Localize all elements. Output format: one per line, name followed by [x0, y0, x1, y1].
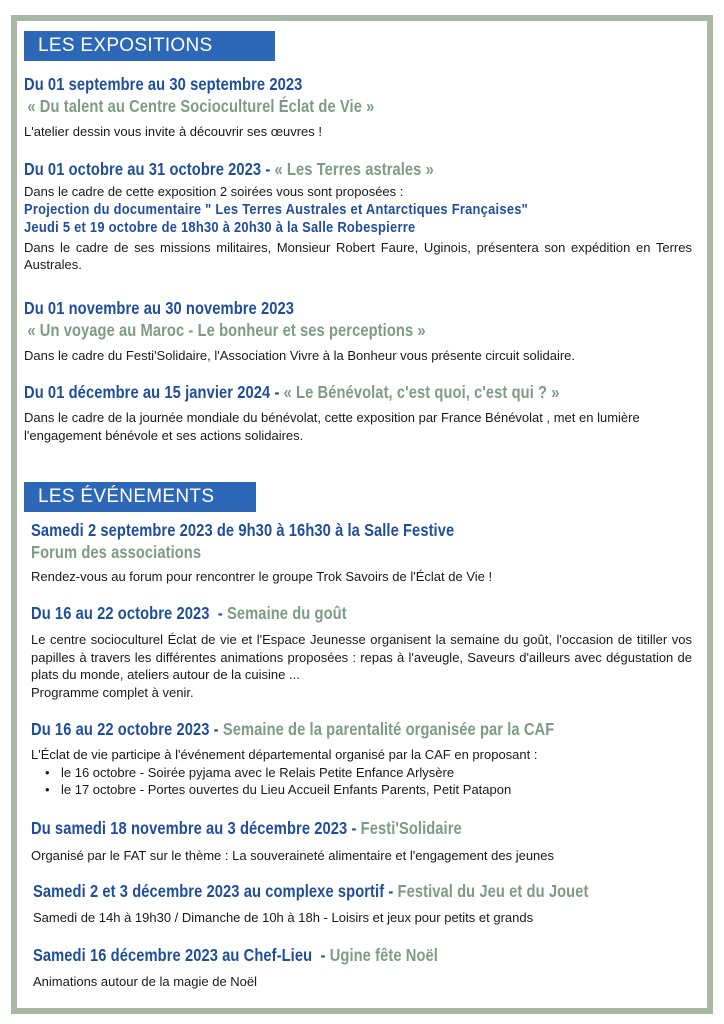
exposition-title: « Un voyage au Maroc - Le bonheur et ses perceptions »	[27, 320, 426, 340]
exposition-title: « Le Bénévolat, c'est quoi, c'est qui ? »	[283, 382, 560, 402]
event-title: Festival du Jeu et du Jouet	[397, 881, 589, 901]
event-description: Le centre socioculturel Éclat de vie et l'Espace Jeunesse organisent la semaine du goût, l'occasion de titiller vos papilles à travers les différentes animations proposées : repas à l'aveugle, Saveurs d'ailleurs avec dégustation de plats du monde, ateliers autour de la cuisine ...	[31, 632, 692, 682]
list-item-text: le 16 octobre - Soirée pyjama avec le Relais Petite Enfance Arlysère	[61, 764, 455, 780]
exposition-description: Dans le cadre du Festi'Solidaire, l'Association Vivre à la Bonheur vous présente circuit solidaire.	[24, 348, 576, 363]
exposition-item	[24, 73, 692, 141]
event-description: Rendez-vous au forum pour rencontrer le groupe Trok Savoirs de l'Éclat de Vie !	[31, 569, 493, 584]
event-item	[33, 944, 692, 991]
exposition-date: Du 01 décembre au 15 janvier 2024	[24, 382, 271, 402]
separator: -	[213, 719, 219, 739]
exposition-subtitle: Jeudi 5 et 19 octobre de 18h30 à 20h30 à la Salle Robespierre	[24, 218, 416, 236]
exposition-title: « Les Terres astrales »	[274, 159, 434, 179]
event-item	[31, 817, 692, 865]
separator: -	[320, 945, 326, 965]
event-heading	[33, 944, 587, 966]
separator: -	[217, 603, 223, 623]
event-bullet-list	[31, 764, 692, 799]
exposition-date: Du 01 septembre au 30 septembre 2023	[24, 74, 303, 94]
exposition-description: Dans le cadre de ses missions militaires, Monsieur Robert Faure, Uginois, présentera son expédition en Terres Australes.	[24, 239, 692, 272]
event-description: L'Éclat de vie participe à l'événement départemental organisé par la CAF en proposant :	[31, 747, 538, 762]
section-header-expositions: LES EXPOSITIONS	[24, 31, 275, 61]
event-title: Ugine fête Noël	[329, 945, 438, 965]
event-date: Du 16 au 22 octobre 2023	[31, 719, 210, 739]
separator: -	[351, 818, 357, 838]
exposition-description: Dans le cadre de la journée mondiale du bénévolat, cette exposition par France Bénévolat , met en lumière l'engagement bénévole et ses actions solidaires.	[24, 410, 640, 443]
event-title: Semaine du goût	[227, 603, 347, 623]
event-item	[31, 519, 692, 586]
event-item	[31, 718, 692, 799]
exposition-item	[24, 158, 692, 274]
event-description: Animations autour de la magie de Noël	[33, 974, 258, 989]
event-date: Samedi 2 septembre 2023 de 9h30 à 16h30 à la Salle Festive	[31, 520, 455, 540]
section-header-evenements: LES ÉVÉNEMENTS	[24, 482, 256, 512]
exposition-date: Du 01 octobre au 31 octobre 2023	[24, 159, 262, 179]
list-item	[45, 781, 692, 799]
event-date: Samedi 16 décembre 2023 au Chef-Lieu	[33, 945, 313, 965]
list-item-text: le 17 octobre - Portes ouvertes du Lieu Accueil Enfants Parents, Petit Patapon	[61, 782, 512, 797]
event-title: Festi'Solidaire	[360, 818, 462, 838]
exposition-intro: Dans le cadre de cette exposition 2 soirées vous sont proposées :	[24, 184, 404, 199]
event-item	[31, 602, 692, 701]
event-date: Du 16 au 22 octobre 2023	[31, 603, 210, 623]
event-date: Du samedi 18 novembre au 3 décembre 2023	[31, 818, 348, 838]
exposition-title: « Du talent au Centre Socioculturel Éclat de Vie »	[27, 96, 375, 116]
event-description-extra: Programme complet à venir.	[31, 684, 194, 700]
exposition-date: Du 01 novembre au 30 novembre 2023	[24, 298, 295, 318]
exposition-subtitle: Projection du documentaire " Les Terres Australes et Antarctiques Françaises"	[24, 200, 529, 218]
exposition-heading	[24, 158, 585, 180]
event-description: Organisé par le FAT sur le thème : La souveraineté alimentaire et l'engagement des jeunes	[31, 848, 555, 863]
event-date: Samedi 2 et 3 décembre 2023 au complexe sportif	[33, 881, 385, 901]
event-heading	[31, 602, 586, 624]
event-title: Forum des associations	[31, 542, 202, 562]
event-description: Samedi de 14h à 19h30 / Dimanche de 10h à 18h - Loisirs et jeux pour petits et grands	[33, 910, 534, 925]
separator: -	[388, 881, 394, 901]
separator: -	[265, 159, 271, 179]
exposition-item	[24, 297, 692, 365]
event-heading	[31, 718, 586, 740]
event-heading	[31, 817, 586, 839]
separator: -	[274, 382, 280, 402]
bullet-icon: •	[45, 764, 50, 780]
exposition-heading	[24, 381, 585, 403]
exposition-item	[24, 381, 692, 444]
list-item	[45, 764, 692, 782]
exposition-description: L'atelier dessin vous invite à découvrir ses œuvres !	[24, 124, 322, 139]
event-heading	[33, 880, 587, 902]
bullet-icon: •	[45, 782, 50, 797]
event-title: Semaine de la parentalité organisée par la CAF	[222, 719, 555, 739]
event-item	[33, 880, 692, 927]
